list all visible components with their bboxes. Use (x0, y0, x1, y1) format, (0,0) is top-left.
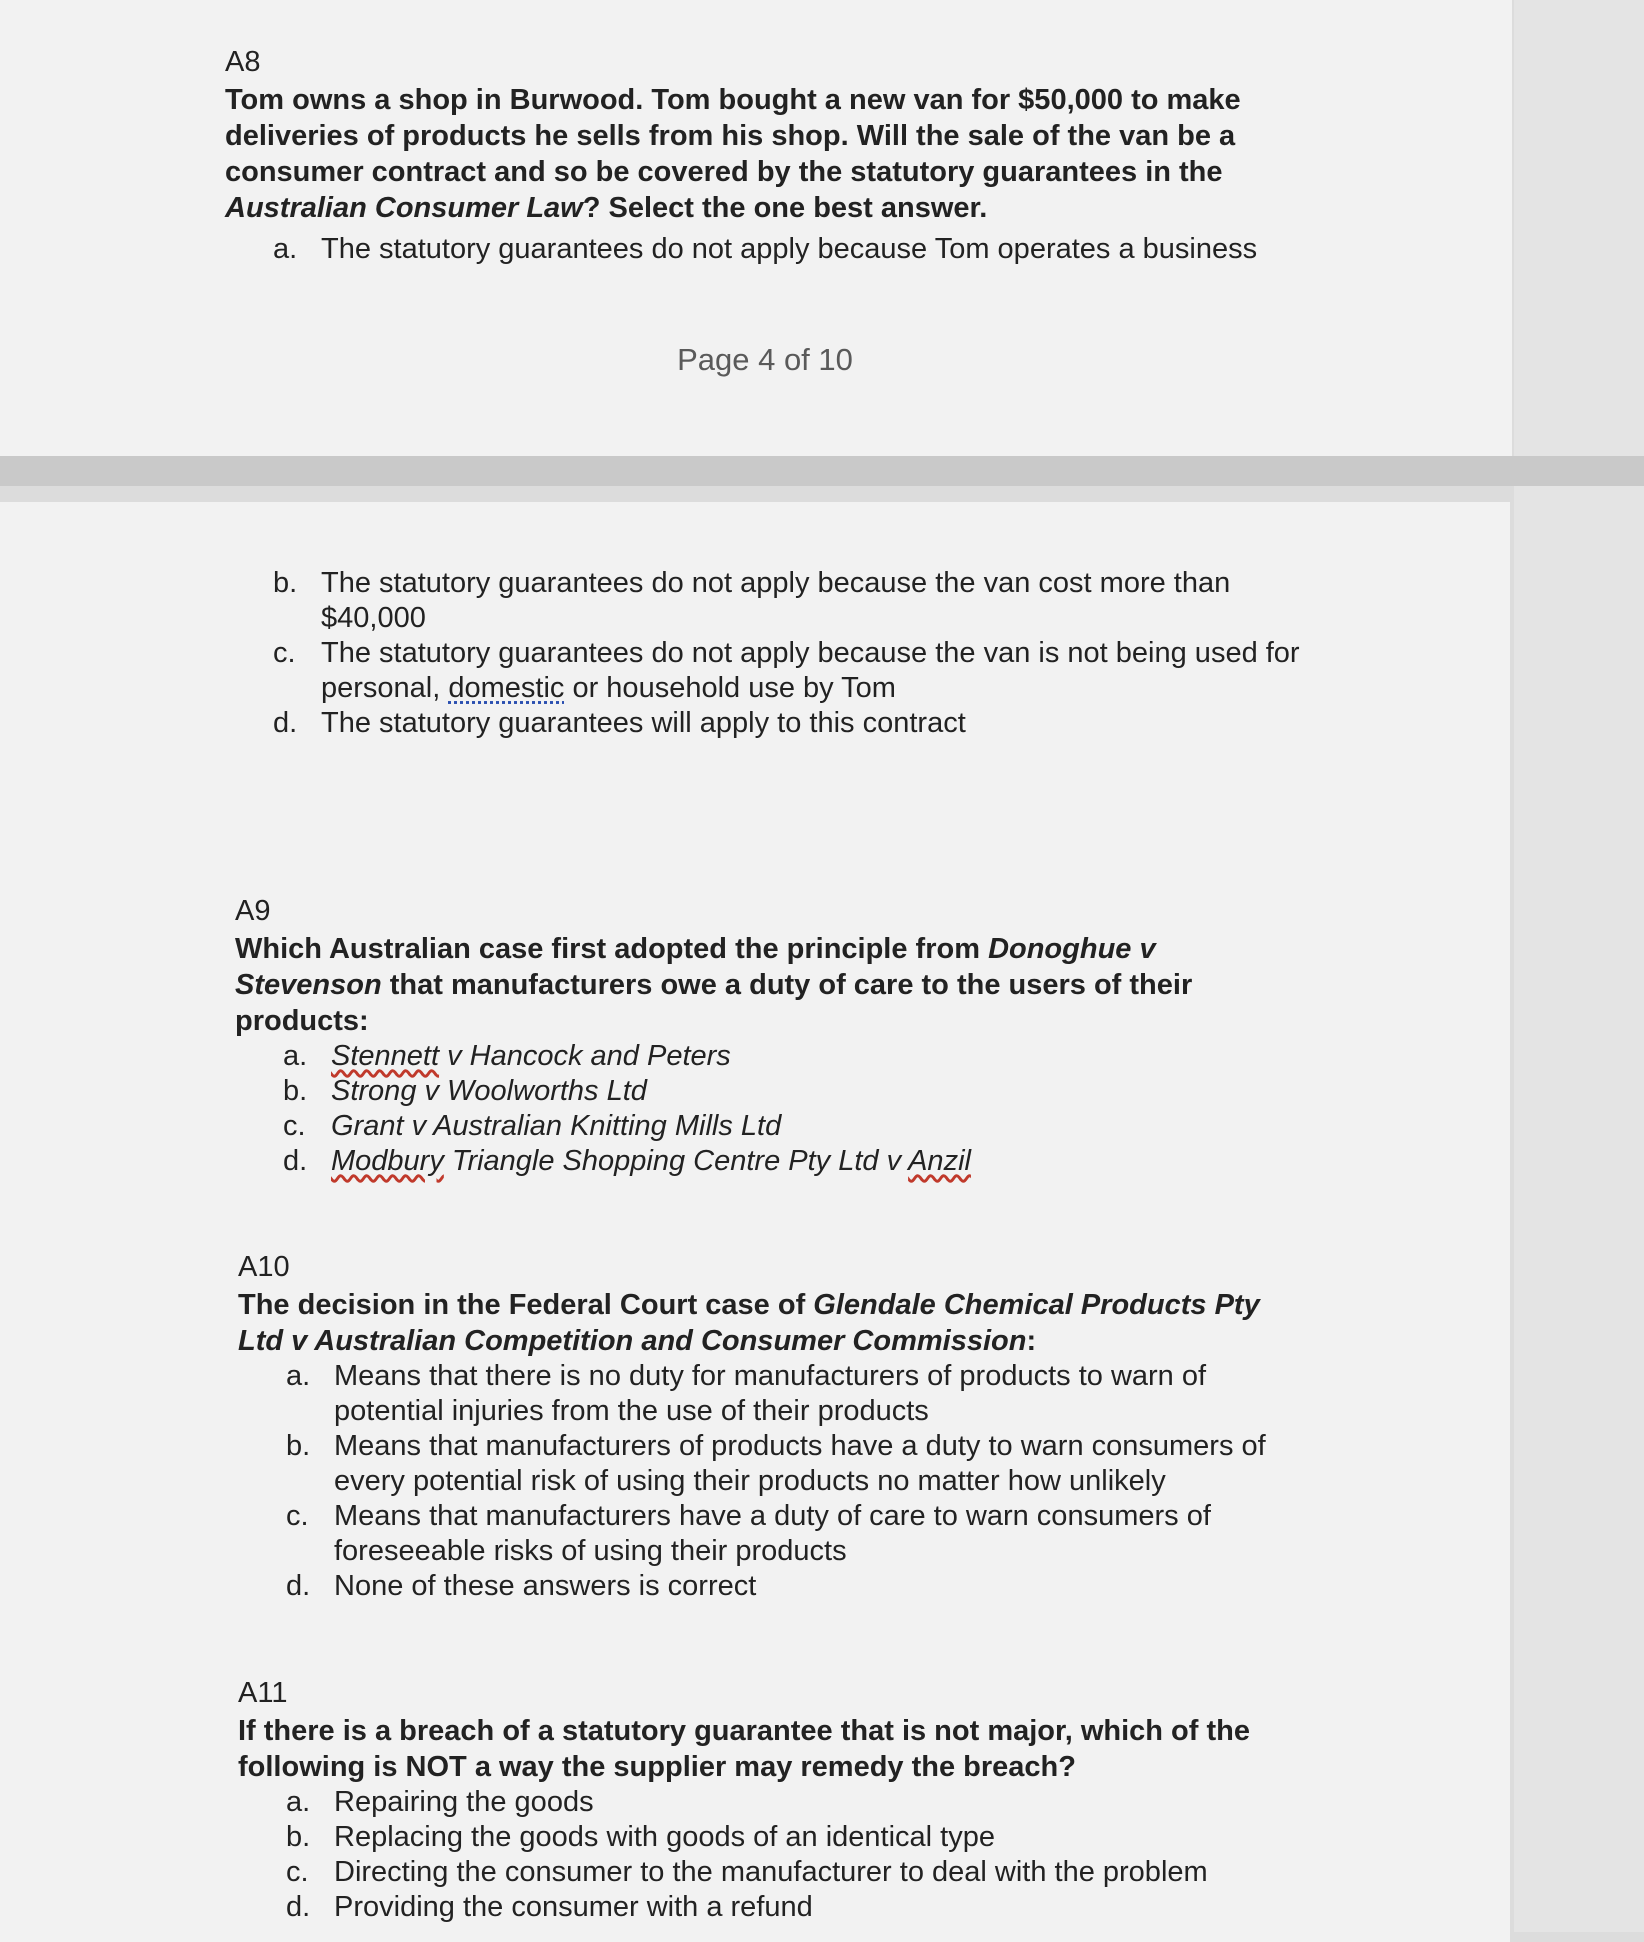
question-a10 (238, 1249, 1298, 1604)
option-d: d. Modbury Triangle Shopping Centre Pty Ltd v Anzil (283, 1145, 971, 1177)
answer-options (238, 1359, 1298, 1604)
spelling-flagged-word: Stennett (331, 1040, 440, 1072)
page-number: Page 4 of 10 (677, 342, 853, 377)
question-number: A10 (238, 1251, 290, 1283)
question-a8-continued (225, 566, 1305, 741)
answer-options (225, 232, 1305, 267)
option-b: b. Replacing the goods with goods of an identical type (286, 1821, 995, 1853)
question-number: A8 (225, 46, 261, 78)
answer-options (225, 566, 1305, 741)
question-stem: Which Australian case first adopted the principle from Donoghue v Stevenson that manufacturers owe a duty of care to the users of their products: (235, 933, 1193, 1037)
grammar-flagged-word: domestic (448, 672, 565, 704)
question-a11 (238, 1675, 1298, 1925)
answer-options (235, 1039, 1245, 1179)
option-c: c. Means that manufacturers have a duty of care to warn consumers of foreseeable risks of using their products (286, 1500, 1211, 1567)
spelling-flagged-word: Modbury (331, 1145, 444, 1177)
option-b: b. Means that manufacturers of products have a duty to warn consumers of every potential risk of using their products no matter how unlikely (286, 1430, 1266, 1497)
question-stem: If there is a breach of a statutory guarantee that is not major, which of the following is NOT a way the supplier may remedy the breach? (238, 1715, 1250, 1783)
page-gap (0, 456, 1644, 486)
question-stem: Tom owns a shop in Burwood. Tom bought a new van for $50,000 to make deliveries of products he sells from his shop. Will the sale of the van be a consumer contract and so be covered by the statutory guarantees in the Australian Consumer Law? Select the one best answer. (225, 84, 1241, 224)
option-c: c. The statutory guarantees do not apply because the van is not being used for personal, domestic or household use by Tom (273, 637, 1300, 704)
option-a: a. The statutory guarantees do not apply because Tom operates a business (273, 233, 1258, 265)
option-b: b. The statutory guarantees do not apply because the van cost more than $40,000 (273, 567, 1231, 634)
question-stem: The decision in the Federal Court case of Glendale Chemical Products Pty Ltd v Australian Competition and Consumer Commission: (238, 1289, 1260, 1357)
option-a: a. Repairing the goods (286, 1786, 594, 1818)
option-a: a. Means that there is no duty for manufacturers of products to warn of potential injuries from the use of their products (286, 1360, 1207, 1427)
question-number: A11 (238, 1677, 288, 1709)
question-a9 (235, 893, 1245, 1179)
option-a: a. Stennett v Hancock and Peters (283, 1040, 731, 1072)
option-b: b. Strong v Woolworths Ltd (283, 1075, 647, 1107)
option-d: d. None of these answers is correct (286, 1570, 757, 1602)
background-edge (1514, 0, 1644, 1932)
option-d: d. The statutory guarantees will apply to this contract (273, 707, 966, 739)
option-c: c. Directing the consumer to the manufacturer to deal with the problem (286, 1856, 1208, 1888)
answer-options (238, 1785, 1298, 1925)
spelling-flagged-word: Anzil (908, 1145, 971, 1177)
option-d: d. Providing the consumer with a refund (286, 1891, 813, 1923)
question-number: A9 (235, 895, 271, 927)
option-c: c. Grant v Australian Knitting Mills Ltd (283, 1110, 782, 1142)
question-a8 (225, 44, 1305, 267)
